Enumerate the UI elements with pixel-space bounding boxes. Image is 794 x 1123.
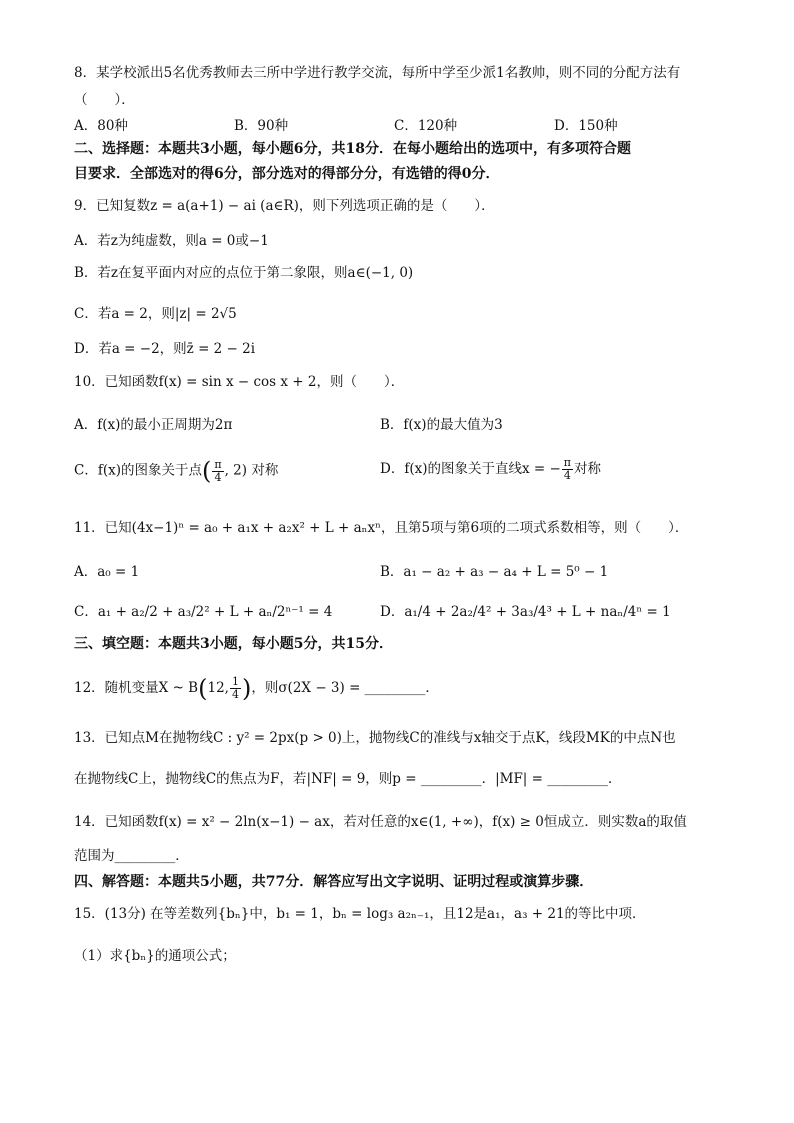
q8-option-b: B．90种 <box>234 118 289 134</box>
q11-option-a: A．a₀ = 1 <box>74 564 140 580</box>
q9-option-d: D．若a = −2，则z̄ = 2 − 2i <box>74 341 256 357</box>
q11-option-b: B．a₁ − a₂ + a₃ − a₄ + L = 5⁰ − 1 <box>380 564 609 580</box>
q14-stem-line2: 范围为_________． <box>74 848 189 864</box>
section4-heading: 四、解答题：本题共5小题，共77分．解答应写出文字说明、证明过程或演算步骤． <box>74 874 594 890</box>
q11-option-d: D．a₁/4 + 2a₂/4² + 3a₃/4³ + L + naₙ/4ⁿ = 1 <box>380 604 671 620</box>
q15-part1: （1）求{bₙ}的通项公式； <box>74 948 236 964</box>
q10-option-a: A．f(x)的最小正周期为2π <box>74 417 233 433</box>
q12-stem: 12．随机变量X ~ B(12, $\frac{1}{4}$ )，则σ(2X − 3) = _________． <box>74 674 439 703</box>
q10-options-row2 <box>74 457 601 485</box>
q9-option-a: A．若z为纯虚数，则a = 0或−1 <box>74 233 269 249</box>
q9-option-b: B．若z在复平面内对应的点位于第二象限，则a∈(−1, 0) <box>74 265 414 281</box>
q10-stem: 10．已知函数f(x) = sin x − cos x + 2，则（ ）． <box>74 374 405 390</box>
q11-options-row2 <box>74 600 671 620</box>
q10-d-fraction: $\frac{\pi}{4}$ <box>563 456 572 482</box>
q10-option-d: D．f(x)的图象关于直线x = − $\frac{\pi}{4}$ 对称 <box>380 456 602 482</box>
q10-c-fraction: $\frac{\pi}{4}$ <box>214 457 222 484</box>
q13-stem-line2: 在抛物线C上，抛物线C的焦点为F，若|NF| = 9，则p = _________．|MF| = _________． <box>74 771 622 787</box>
q10-options-row1 <box>74 413 503 433</box>
q10-option-b: B．f(x)的最大值为3 <box>380 417 503 433</box>
q8-stem-line1: 8．某学校派出5名优秀教师去三所中学进行教学交流，每所中学至少派1名教帅，则不同的分配方法有 <box>74 65 681 81</box>
q8-options <box>74 114 714 134</box>
q11-stem: 11．已知(4x−1)ⁿ = a₀ + a₁x + a₂x² + L + aₙxⁿ，且第5项与第6项的二项式系数相等，则（ ）． <box>74 520 689 536</box>
q9-stem: 9．已知复数z = a(a+1) − ai (a∈R)，则下列选项正确的是（ ）． <box>74 198 495 214</box>
section3-heading: 三、填空题：本题共3小题，每小题5分，共15分． <box>74 636 393 652</box>
q15-stem: 15．(13分) 在等差数列{bₙ}中，b₁ = 1，bₙ = log₃ a₂ₙ₋₁，且12是a₁，a₃ + 21的等比中项． <box>74 906 646 922</box>
section2-heading-line2: 目要求．全部选对的得6分，部分选对的得部分分，有选错的得0分． <box>74 166 500 182</box>
q8-option-a: A．80种 <box>74 118 128 134</box>
q8-option-d: D．150种 <box>554 118 618 134</box>
q10-option-c: C．f(x)的图象关于点( $\frac{\pi}{4}$ , 2) 对称 <box>74 457 279 485</box>
q11-options-row1 <box>74 560 608 580</box>
q12-fraction: $\frac{1}{4}$ <box>231 675 239 701</box>
section2-heading-line1: 二、选择题：本题共3小题，每小题6分，共18分．在每小题给出的选项中，有多项符合题 <box>74 141 631 157</box>
q9-option-c: C．若a = 2，则|z| = 2√5 <box>74 306 237 322</box>
q11-option-c: C．a₁ + a₂/2 + a₃/2² + L + aₙ/2ⁿ⁻¹ = 4 <box>74 604 333 620</box>
q14-stem-line1: 14．已知函数f(x) = x² − 2ln(x−1) − ax，若对任意的x∈(1, +∞)，f(x) ≥ 0恒成立．则实数a的取值 <box>74 814 687 830</box>
q8-option-c: C．120种 <box>394 118 458 134</box>
q13-stem-line1: 13．已知点M在抛物线C : y² = 2px(p > 0)上，抛物线C的准线与x轴交于点K，线段MK的中点N也 <box>74 730 676 746</box>
q8-stem-line2: （ ）． <box>74 92 135 108</box>
